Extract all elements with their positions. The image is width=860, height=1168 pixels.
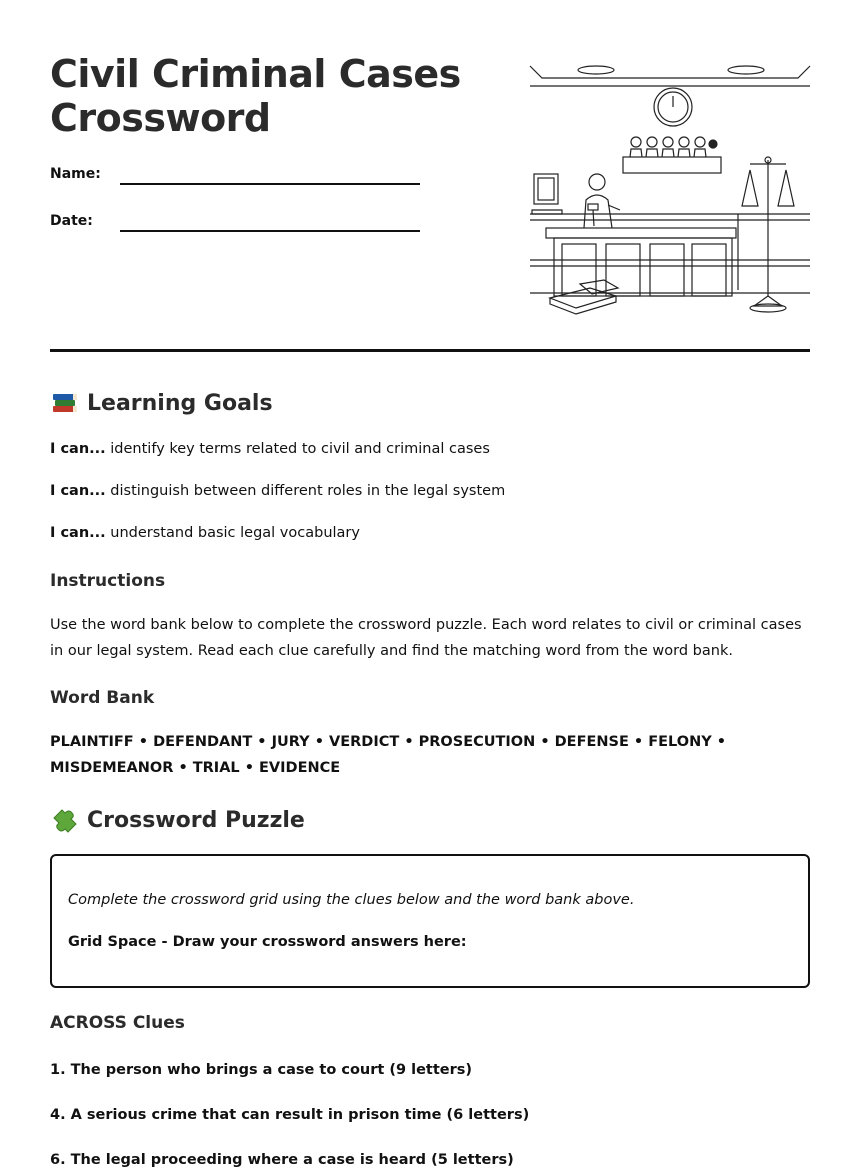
date-label: Date: (50, 213, 93, 229)
goal-item (50, 441, 490, 457)
learning-goals-title: Learning Goals (87, 390, 273, 416)
goal-prefix: I can... (50, 441, 106, 457)
section-divider (50, 349, 810, 352)
name-field[interactable] (50, 166, 420, 190)
goal-item (50, 525, 360, 541)
word-bank-list: PLAINTIFF • DEFENDANT • JURY • VERDICT • PROSECUTION • DEFENSE • FELONY • MISDEMEANOR • TRIAL • EVIDENCE (50, 734, 727, 776)
crossword-heading (50, 806, 305, 834)
goal-text: distinguish between different roles in the legal system (110, 483, 506, 499)
puzzle-piece-icon (50, 806, 80, 834)
courtroom-illustration (528, 60, 812, 316)
goal-text: understand basic legal vocabulary (110, 525, 360, 541)
date-line[interactable] (120, 230, 420, 232)
goal-item (50, 483, 505, 499)
instructions-heading: Instructions (50, 571, 166, 591)
date-field[interactable] (50, 213, 420, 237)
crossword-title: Crossword Puzzle (87, 807, 305, 833)
name-line[interactable] (120, 183, 420, 185)
learning-goals-heading (50, 389, 273, 417)
books-icon (50, 389, 80, 417)
across-clue: 6. The legal proceeding where a case is heard (5 letters) (50, 1152, 514, 1168)
crossword-grid-box[interactable] (50, 854, 810, 988)
across-clues-heading: ACROSS Clues (50, 1013, 185, 1033)
word-bank-heading: Word Bank (50, 688, 155, 708)
instructions-text: Use the word bank below to complete the crossword puzzle. Each word relates to civil or criminal cases in our legal system. Read each clue carefully and find the matching word from the word bank. (50, 617, 802, 659)
crossword-intro: Complete the crossword grid using the clues below and the word bank above. (68, 892, 635, 908)
grid-space-label: Grid Space - Draw your crossword answers here: (68, 934, 467, 950)
goal-prefix: I can... (50, 483, 106, 499)
name-label: Name: (50, 166, 101, 182)
page-title: Civil Criminal Cases Crossword (50, 52, 461, 140)
across-clue: 1. The person who brings a case to court (9 letters) (50, 1062, 473, 1078)
goal-text: identify key terms related to civil and criminal cases (110, 441, 490, 457)
across-clue: 4. A serious crime that can result in prison time (6 letters) (50, 1107, 530, 1123)
goal-prefix: I can... (50, 525, 106, 541)
